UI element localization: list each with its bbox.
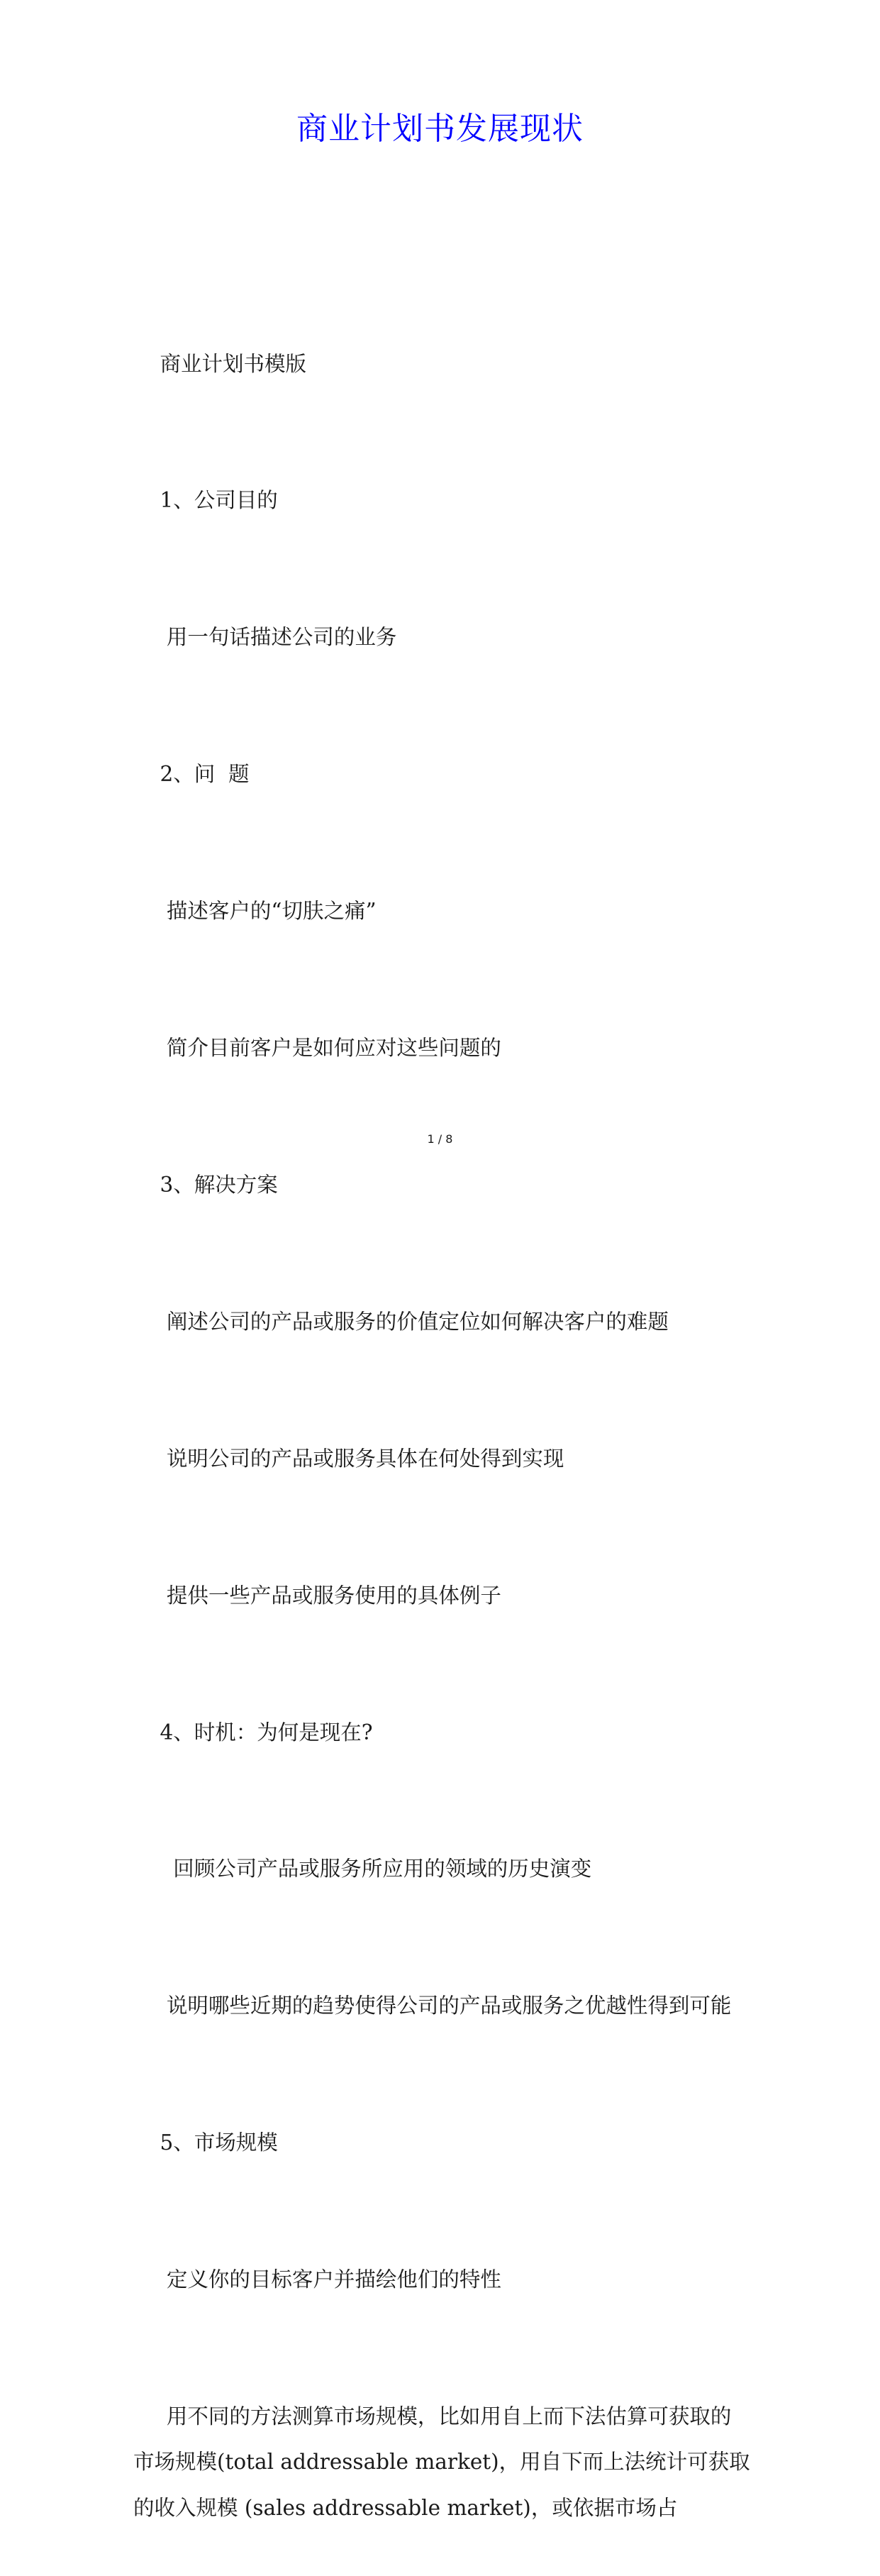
paragraph: 用不同的方法测算市场规模，比如用自上而下法估算可获取的市场规模(total addressable market)，用自下而上法统计可获取的收入规模 (sales addressable market)，或依据市场占	[133, 2404, 750, 2520]
section-heading: 4、时机：为何是现在?	[133, 1720, 373, 1745]
paragraph: 说明哪些近期的趋势使得公司的产品或服务之优越性得到可能	[133, 1994, 732, 2018]
paragraph: 回顾公司产品或服务所应用的领域的历史演变	[133, 1857, 592, 1881]
page-title: 商业计划书发展现状	[296, 111, 584, 147]
page-number: 1 / 8	[427, 1132, 453, 1146]
section-heading: 5、市场规模	[133, 2130, 278, 2155]
document-body	[133, 250, 750, 2576]
paragraph: 定义你的目标客户并描绘他们的特性	[133, 2267, 501, 2292]
paragraph: 商业计划书模版	[133, 351, 307, 376]
paragraph: 用一句话描述公司的业务	[133, 625, 397, 650]
paragraph: 阐述公司的产品或服务的价值定位如何解决客户的难题	[133, 1309, 669, 1334]
section-heading: 3、解决方案	[133, 1172, 278, 1197]
section-heading: 2、问 题	[133, 762, 250, 787]
section-heading: 1、公司目的	[133, 488, 278, 513]
paragraph: 提供一些产品或服务使用的具体例子	[133, 1583, 501, 1608]
paragraph: 简介目前客户是如何应对这些问题的	[133, 1036, 501, 1061]
paragraph: 描述客户的“切肤之痛”	[133, 899, 377, 924]
paragraph: 说明公司的产品或服务具体在何处得到实现	[133, 1446, 564, 1471]
